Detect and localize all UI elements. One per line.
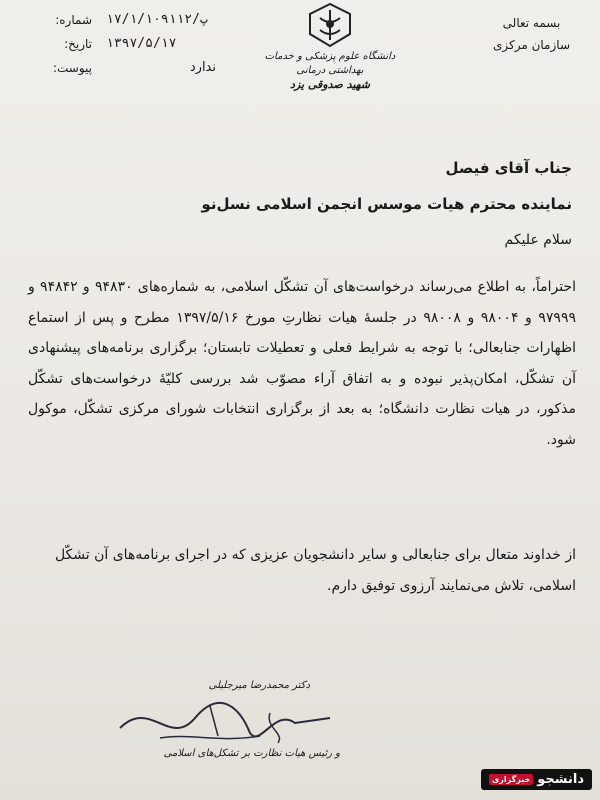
letterhead-right bbox=[493, 12, 570, 56]
letter-body bbox=[28, 272, 576, 455]
addressee-name: جناب آقای فیصل bbox=[445, 159, 572, 177]
watermark-text: دانشجو bbox=[537, 772, 584, 787]
letter-number-label: شماره: bbox=[55, 13, 92, 27]
letterhead bbox=[0, 0, 600, 110]
university-logo bbox=[250, 0, 410, 90]
letter-date: ۱۳۹۷/۵/۱۷ bbox=[106, 36, 177, 51]
university-city: شهید صدوقی یزد bbox=[290, 78, 370, 91]
letter-meta bbox=[40, 8, 216, 80]
greeting: سلام علیکم bbox=[504, 232, 572, 248]
organization-text: سازمان مرکزی bbox=[493, 38, 570, 52]
addressee-block bbox=[201, 150, 572, 222]
closing-paragraph: از خداوند متعال برای جنابعالی و سایر دانشجویان عزیزی که در اجرای برنامه‌های آن تشکّل اسلامی، تلاش می‌نمایند آرزوی توفیق دارم. bbox=[54, 547, 576, 594]
news-agency-watermark bbox=[481, 769, 592, 790]
letter-number: ۱۷/۱/۱۰۹۱۱۲/پ bbox=[106, 12, 208, 27]
university-name: دانشگاه علوم پزشکی و خدمات بهداشتی درمانی bbox=[264, 51, 396, 76]
body-paragraph: احتراماً، به اطلاع می‌رساند درخواست‌های آن تشکّل اسلامی، به شماره‌های ۹۴۸۳۰ و ۹۴۸۴۲ و ۹۷۹۹۹ و ۹۸۰۰۴ و ۹۸۰۰۸ در جلسهٔ هیات نظارتِ مورخ ۱۳۹۷/۵/۱۶ مطرح و پس از استماع اظهارات جنابعالی؛ با توجه به شرایط فعلی و تعطیلات تابستان؛ برگزاری برنامه‌های پیشنهادی آن تشکّل، امکان‌پذیر نبوده و به اتفاق آراء مصوّب شد بررسی کلیّهٔ درخواست‌های تشکّل مذکور، در هیات نظارت دانشگاه؛ به بعد از برگزاری انتخابات شورای مرکزی تشکّل، موکول شود. bbox=[28, 279, 576, 448]
emblem-icon bbox=[300, 0, 360, 50]
signatory-title: و رئیس هیات نظارت بر تشکل‌های اسلامی bbox=[163, 748, 340, 759]
letter-date-label: تاریخ: bbox=[64, 37, 92, 51]
signature-block bbox=[100, 680, 350, 780]
bismillah-text: بسمه تعالی bbox=[502, 16, 561, 30]
letter-attachment: ندارد bbox=[189, 60, 216, 75]
letter-attachment-label: پیوست: bbox=[52, 61, 92, 75]
signatory-name: دکتر محمدرضا میرجلیلی bbox=[208, 680, 310, 691]
addressee-title: نماینده محترم هیات موسس انجمن اسلامی نسل‌نو bbox=[201, 195, 572, 213]
watermark-badge: خبرگزاری bbox=[489, 774, 533, 785]
